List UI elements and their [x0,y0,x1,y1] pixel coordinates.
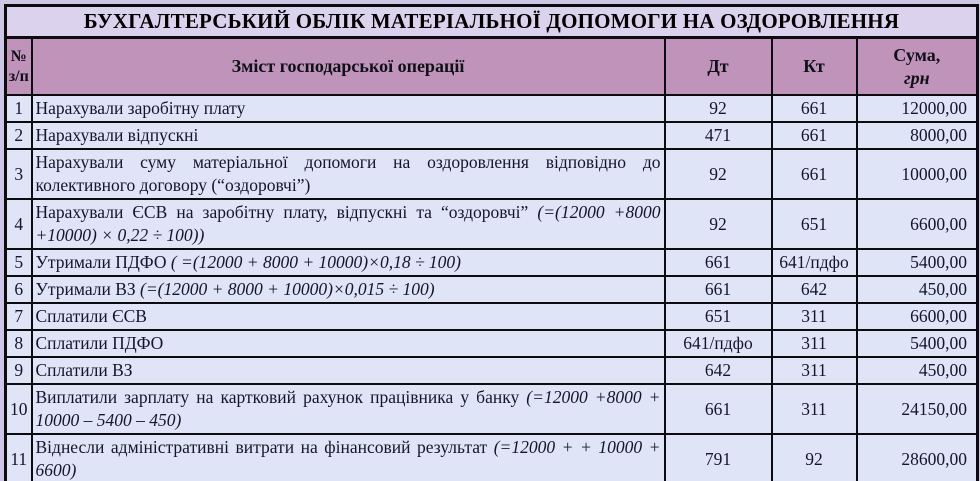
title-row [6,6,978,38]
sum-cell: 28600,00 [857,434,978,481]
column-header-num-line2: з/п [8,67,29,85]
credit-cell: 651 [772,199,857,249]
operation-cell [32,199,665,249]
operation-cell [32,330,665,357]
row-number-cell: 11 [6,434,32,481]
column-header-num-line1: № [10,47,27,65]
table-row [6,95,978,122]
header-row [6,38,978,96]
credit-cell: 311 [772,330,857,357]
credit-cell: 661 [772,149,857,199]
operation-text: Утримали ВЗ [35,279,136,299]
operation-cell [32,276,665,303]
table-row [6,199,978,249]
operation-text: Утримали ПДФО [35,252,167,272]
column-header-sum [857,38,978,96]
operation-text: Сплатили ВЗ [35,360,133,380]
row-number-cell: 6 [6,276,32,303]
row-number-cell: 7 [6,303,32,330]
page-title: БУХГАЛТЕРСЬКИЙ ОБЛІК МАТЕРІАЛЬНОЇ ДОПОМОГИ НА ОЗДОРОВЛЕННЯ [6,6,978,38]
table-row [6,276,978,303]
debit-cell: 661 [665,249,772,276]
operation-text: Нарахували заробітну плату [35,98,246,118]
table-row [6,357,978,384]
operation-cell [32,357,665,384]
operation-cell [32,149,665,199]
credit-cell: 92 [772,434,857,481]
credit-cell: 311 [772,303,857,330]
operation-cell [32,303,665,330]
row-number-cell: 9 [6,357,32,384]
operation-cell [32,434,665,481]
operation-text: Нарахували суму матеріальної допомоги на оздоровлення відповідно до колективного договору (“оздоровчі”) [35,152,661,195]
debit-cell: 92 [665,199,772,249]
debit-cell: 642 [665,357,772,384]
row-number-cell: 1 [6,95,32,122]
row-number-cell: 2 [6,122,32,149]
row-number-cell: 5 [6,249,32,276]
sum-cell: 450,00 [857,357,978,384]
debit-cell: 791 [665,434,772,481]
sum-cell: 24150,00 [857,384,978,434]
table-row [6,249,978,276]
table-body [6,95,978,481]
operation-formula: (=12000 +8000 + 10000 – 5400 – 450) [35,387,661,430]
accounting-table [4,4,979,481]
credit-cell: 311 [772,357,857,384]
debit-cell: 641/пдфо [665,330,772,357]
table-row [6,303,978,330]
credit-cell: 661 [772,122,857,149]
table-row [6,330,978,357]
column-header-sum-line2: грн [903,67,930,88]
row-number-cell: 4 [6,199,32,249]
row-number-cell: 10 [6,384,32,434]
operation-cell [32,384,665,434]
sum-cell: 6600,00 [857,303,978,330]
sum-cell: 8000,00 [857,122,978,149]
credit-cell: 642 [772,276,857,303]
debit-cell: 92 [665,95,772,122]
row-number-cell: 3 [6,149,32,199]
operation-formula: (=12000 + + 10000 + 6600) [35,437,661,480]
credit-cell: 661 [772,95,857,122]
operation-cell [32,122,665,149]
column-header-sum-line1: Сума, [893,45,941,65]
operation-text: Нарахували відпускні [35,125,199,145]
column-header-num [6,38,32,96]
table-row [6,384,978,434]
operation-cell [32,95,665,122]
operation-formula: ( =(12000 + 8000 + 10000)×0,18 ÷ 100) [166,252,461,272]
operation-formula: (=(12000 + 8000 + 10000)×0,015 ÷ 100) [135,279,435,299]
sum-cell: 10000,00 [857,149,978,199]
debit-cell: 92 [665,149,772,199]
debit-cell: 661 [665,384,772,434]
sum-cell: 5400,00 [857,330,978,357]
operation-cell [32,249,665,276]
debit-cell: 651 [665,303,772,330]
sum-cell: 5400,00 [857,249,978,276]
operation-text: Віднесли адміністративні витрати на фінансовий результат [35,437,488,457]
operation-formula: (=(12000 +8000 +10000) × 0,22 ÷ 100)) [35,202,661,245]
debit-cell: 661 [665,276,772,303]
operation-text: Нарахували ЄСВ на заробітну плату, відпускні та “оздоровчі” [35,202,529,222]
operation-text: Сплатили ПДФО [35,333,164,353]
sum-cell: 6600,00 [857,199,978,249]
row-number-cell: 8 [6,330,32,357]
operation-text: Виплатили зарплату на картковий рахунок працівника у банку [35,387,520,407]
table-row [6,149,978,199]
column-header-content: Зміст господарської операції [32,38,665,96]
column-header-debit: Дт [665,38,772,96]
debit-cell: 471 [665,122,772,149]
column-header-credit: Кт [772,38,857,96]
operation-text: Сплатили ЄСВ [35,306,147,326]
credit-cell: 641/пдфо [772,249,857,276]
table-row [6,434,978,481]
credit-cell: 311 [772,384,857,434]
sum-cell: 12000,00 [857,95,978,122]
sum-cell: 450,00 [857,276,978,303]
table-row [6,122,978,149]
